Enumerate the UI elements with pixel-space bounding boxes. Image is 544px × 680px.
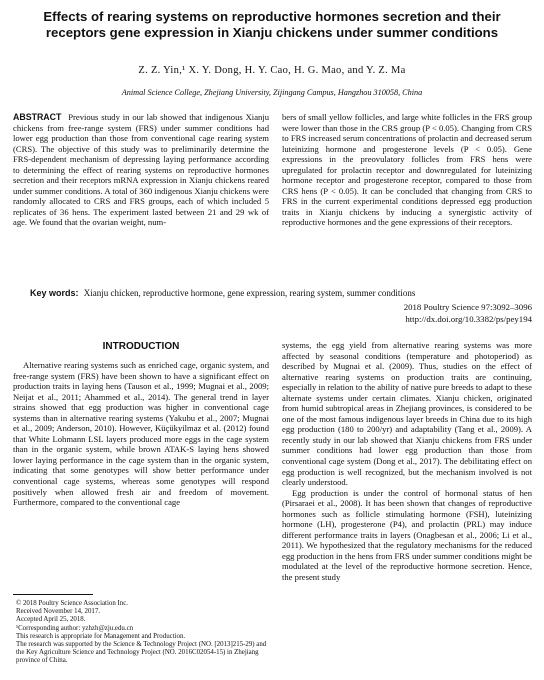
keywords-text: Xianju chicken, reproductive hormone, gene expression, rearing system, summer conditions bbox=[83, 288, 416, 298]
received-date: Received November 14, 2017. bbox=[16, 608, 101, 616]
intro-paragraph: Egg production is under the control of hormonal status of hen (Pirsaraei et al., 2008). It has been shown that changes of reproductive hormones such as follicle stimulating hormone (FSH), luteinizing hormone (LH), progesterone (P4), and prolactin (PRL) may induce different performance traits in layers (Onagbesan et al., 2006; Li et al., 2011). We hypothesized that the regulatory mechanisms for the reduced egg production in the hens from FRS under summer conditions might be modulated at the level of the reproductive hormone secretion. Hence, the present study bbox=[282, 487, 532, 583]
intro-paragraph: Alternative rearing systems such as enriched cage, organic system, and free-range system (FRS) have been shown to have a significant effect on production traits in laying hens (Tauson et al., 1999; Mugnai et al., 2009; Neijat et al., 2011; Ahammed et al., 2014). The general trend in layer strains showed that egg production was higher in conventional cage systems than in alternative rearing systems (Yakubu et al., 2007; Mugnai et al., 2009; Anderson, 2010). However, Küçükyilmaz et al. (2012) found that White Lohmann LSL layers produced more eggs in the cage system than in the organic system, while brown ATAK-S laying hens showed lower laying performance in the cage system than in the organic system, indicating that some genotypes will show better performance under conventional cage systems, whereas some genotypes will respond positively when allowed fresh air and freedom of movement. Furthermore, compared to the conventional cage bbox=[13, 360, 269, 508]
intro-left-column bbox=[13, 360, 269, 508]
intro-right-column bbox=[282, 340, 532, 583]
funding-note: The research was supported by the Science & Technology Project (NO. [2013]215-29) and the Key Agriculture Science and Technology Project (NO. 2016C02054-15) in Zhejiang province of China. bbox=[16, 641, 267, 665]
author-list: Z. Z. Yin,¹ X. Y. Dong, H. Y. Cao, H. G. Mao, and Y. Z. Ma bbox=[138, 65, 406, 76]
abstract-right-column bbox=[282, 112, 532, 228]
citation-block bbox=[404, 302, 532, 325]
journal-citation: 2018 Poultry Science 97:3092–3096 bbox=[403, 302, 532, 312]
affiliation: Animal Science College, Zhejiang University, Zijingang Campus, Hangzhou 310058, China bbox=[121, 88, 423, 97]
intro-paragraph: systems, the egg yield from alternative rearing systems was more affected by seasonal conditions (temperature and photoperiod) as described by Mugnai et al. (2009). Thus, studies on the effect of alternative rearing systems on production traits are continuing, especially in relation to the ability of native pure breeds to adapt to these alternate systems under certain climates. Xianju chicken, originated from humid subtropical areas in Zhejiang provinces, is considered to be one of the most famous indigenous layer breeds in China due to its high egg production (180 to 200/yr) and adaptability (Tang et al., 2009). A recently study in our lab showed that Xianju chickens from FRS under summer conditions had lower egg production than those from conventional cage system (Dong et al., 2017). The debilitating effect on egg production is well recognized, but the mechanism involved is not clearly understood. bbox=[282, 340, 532, 488]
keywords bbox=[30, 288, 530, 298]
footnotes bbox=[13, 600, 269, 666]
abstract-text-right: bers of small yellow follicles, and large white follicles in the FRS group were lower than those in the CRS group (P < 0.05). Changing from CRS to FRS increased serum concentrations of prolactin and decreased serum luteinizing hormone and progesterone levels (P < 0.05). Gene expressions in the preovulatory follicles from FRS hens were upregulated for prolactin receptor and downregulated for luteinizing hormone receptor and progesterone receptor, compared to those from CRS hens (P < 0.05). It can be concluded that changing from CRS to FRS in the current experimental conditions depressed egg production traits in Xianju chickens by inducing a synergistic activity of reproductive hormones and the gene expressions of their receptors. bbox=[282, 112, 532, 228]
accepted-date: Accepted April 25, 2018. bbox=[16, 616, 86, 624]
abstract-text-left: Previous study in our lab showed that indigenous Xianju chickens from free-range system (FRS) under summer conditions had lower egg production than those from conventional cage rearing system (CRS). The objective of this study was to preliminarily determine the FRS-dependent mechanism of depressing laying performance according to determining the effect of rearing systems on reproductive hormones secretion and their receptors mRNA expression in Xianju chickens reared under summer conditions. A total of 360 indigenous Xianju chickens were randomly allocated to CRS and FRS groups, each of which included 5 replicates of 36 hens. The experiment lasted between 21 and 29 wk of age. We found that the ovarian weight, num- bbox=[13, 112, 269, 228]
paper-title: Effects of rearing systems on reproductive hormones secretion and their receptors gene expression in Xianju chickens under summer conditions bbox=[43, 9, 501, 40]
doi-link[interactable]: http://dx.doi.org/10.3382/ps/pey194 bbox=[405, 313, 532, 324]
footnote-rule bbox=[13, 594, 93, 595]
abstract-left-column bbox=[13, 112, 269, 228]
corresponding-author: ¹Corresponding author: yzhzh@zju.edu.cn bbox=[16, 624, 134, 632]
abstract-heading: ABSTRACT bbox=[13, 112, 62, 122]
keywords-heading: Key words: bbox=[30, 288, 79, 298]
section-note: This research is appropriate for Management and Production. bbox=[16, 632, 186, 640]
copyright-note: © 2018 Poultry Science Association Inc. bbox=[16, 600, 129, 607]
section-heading-introduction: INTRODUCTION bbox=[102, 341, 180, 352]
